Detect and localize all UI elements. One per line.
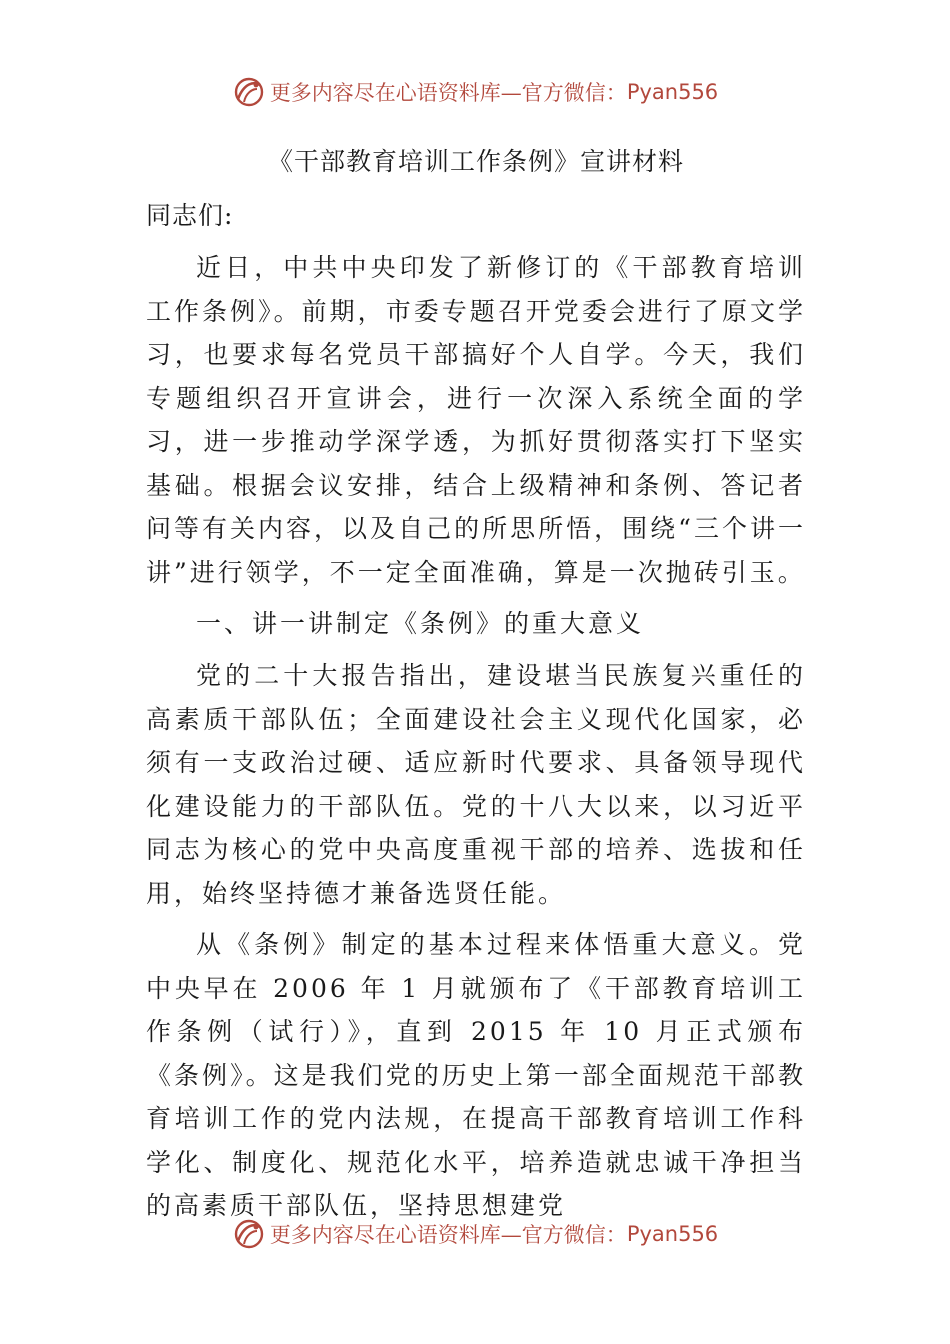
document-body — [146, 140, 806, 1236]
watermark-text: 更多内容尽在心语资料库—官方微信： — [269, 81, 627, 105]
salutation: 同志们: — [146, 201, 234, 230]
paragraph: 近日，中共中央印发了新修订的《干部教育培训工作条例》。前期，市委专题召开党委会进行了原文学习，也要求每名党员干部搞好个人自学。今天，我们专题组织召开宣讲会，进行一次深入系统全面的学习，进一步推动学深学透，为抓好贯彻落实打下坚实基础。根据会议安排，结合上级精神和条例、答记者问等有关内容，以及自己的所思所悟，围绕“三个讲一讲”进行领学，不一定全面准确，算是一次抛砖引玉。 — [146, 253, 806, 587]
footer-watermark — [0, 1214, 950, 1254]
header-watermark — [0, 72, 950, 112]
watermark-wechat-id: Pyan556 — [626, 80, 719, 104]
watermark-logo-icon — [232, 75, 266, 109]
paragraph: 从《条例》制定的基本过程来体悟重大意义。党中央早在 2006 年 1 月就颁布了《干部教育培训工作条例（试行）》，直到 2015 年 10 月正式颁布《条例》。这是我们党的历史上第一部全面规范干部教育培训工作的党内法规，在提高干部教育培训工作科学化、制度化、规范化水平，培养造就忠诚干净担当的高素质干部队伍，坚持思想建党 — [146, 930, 806, 1220]
watermark-wechat-id: Pyan556 — [626, 1222, 719, 1246]
watermark-logo-icon — [232, 1217, 266, 1251]
paragraph: 党的二十大报告指出，建设堪当民族复兴重任的高素质干部队伍；全面建设社会主义现代化国家，必须有一支政治过硬、适应新时代要求、具备领导现代化建设能力的干部队伍。党的十八大以来，以习近平同志为核心的党中央高度重视干部的培养、选拔和任用，始终坚持德才兼备选贤任能。 — [146, 661, 806, 908]
section-heading: 一、讲一讲制定《条例》的重大意义 — [196, 609, 645, 638]
document-title: 《干部教育培训工作条例》宣讲材料 — [267, 147, 684, 176]
watermark-text: 更多内容尽在心语资料库—官方微信： — [269, 1223, 627, 1247]
